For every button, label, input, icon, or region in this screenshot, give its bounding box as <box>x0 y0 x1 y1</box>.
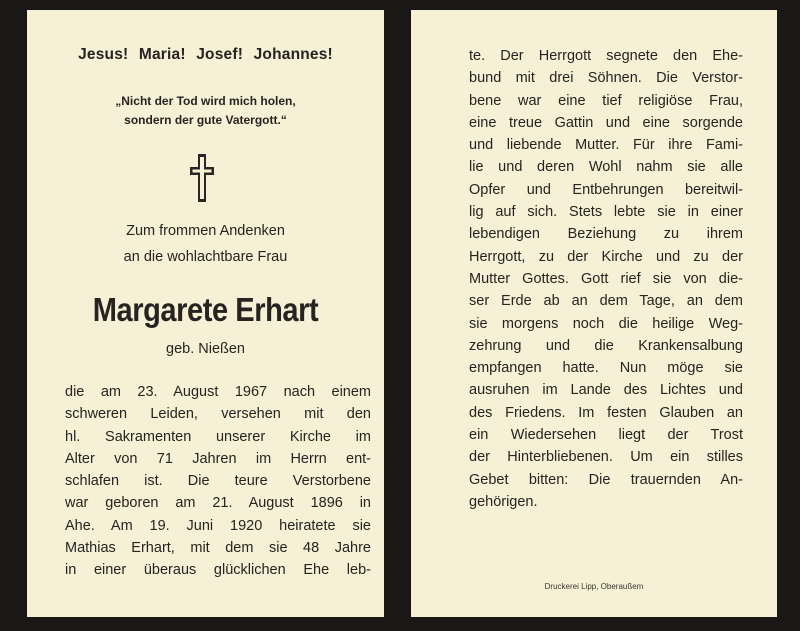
text-line: lie und deren Wohl nahm sie alle <box>469 159 743 176</box>
text-line: gehörigen. <box>469 493 538 510</box>
text-line: Mutter Gottes. Gott rief sie von die- <box>469 270 743 287</box>
text-line: in einer überaus glücklichen Ehe leb- <box>65 562 371 579</box>
text-line: empfangen hatte. Nun möge sie <box>469 360 743 377</box>
header-invocation: Jesus! Maria! Josef! Johannes! <box>78 46 333 63</box>
text-line: Mathias Erhart, mit dem sie 48 Jahre <box>65 540 371 557</box>
text-line: zehrung und die Krankensalbung <box>469 337 743 354</box>
card-right-page <box>411 10 777 617</box>
memorial-line-1: Zum frommen Andenken <box>126 223 285 239</box>
quote-line-2: sondern der gute Vatergott.“ <box>124 113 287 127</box>
text-line: hl. Sakramenten unserer Kirche im <box>65 428 371 445</box>
text-line: der Hinterbliebenen. Um ein stilles <box>469 449 743 466</box>
latin-cross-icon <box>189 153 215 203</box>
text-line: ein Wiedersehen liegt der Trost <box>469 427 743 444</box>
text-line: Opfer und Entbehrungen bereitwil- <box>469 181 743 198</box>
text-line: schweren Leiden, versehen mit den <box>65 406 371 423</box>
text-line: sie morgens noch die heilige Weg- <box>469 315 743 332</box>
card-left-page <box>27 10 384 617</box>
text-line: Alter von 71 Jahren im Herrn ent- <box>65 450 371 467</box>
left-body-text <box>65 381 371 582</box>
deceased-name: Margarete Erhart <box>92 291 319 328</box>
text-line: ausruhen im Lande des Lichtes und <box>469 382 743 399</box>
memorial-line-2: an die wohlachtbare Frau <box>123 249 288 265</box>
text-line: die am 23. August 1967 nach einem <box>65 384 371 400</box>
text-line: schlafen ist. Die teure Verstorbene <box>65 473 371 490</box>
text-line: und liebende Mutter. Für ihre Fami- <box>469 137 743 154</box>
text-line: Gebet bitten: Die trauernden An- <box>469 471 743 488</box>
quote-line-1: „Nicht der Tod wird mich holen, <box>115 94 296 108</box>
text-line: eine treue Gattin und eine sorgende <box>469 114 743 131</box>
text-line: lebendigen Beziehung zu ihrem <box>469 226 743 243</box>
text-line: lig auf sich. Stets lebte sie in einer <box>469 204 743 221</box>
text-line: ser Erde ab an dem Tage, an dem <box>469 293 743 310</box>
text-line: bene war eine tief religiöse Frau, <box>469 92 743 109</box>
right-body-text <box>469 45 743 513</box>
text-line: te. Der Herrgott segnete den Ehe- <box>469 48 743 64</box>
text-line: Herrgott, zu der Kirche und zu der <box>469 248 743 265</box>
printer-credit: Druckerei Lipp, Oberaußem <box>544 582 644 591</box>
maiden-name: geb. Nießen <box>166 341 245 357</box>
text-line: bund mit drei Söhnen. Die Verstor- <box>469 70 743 87</box>
text-line: des Friedens. Im festen Glauben an <box>469 404 743 421</box>
text-line: Ahe. Am 19. Juni 1920 heiratete sie <box>65 517 371 534</box>
text-line: war geboren am 21. August 1896 in <box>65 495 371 512</box>
